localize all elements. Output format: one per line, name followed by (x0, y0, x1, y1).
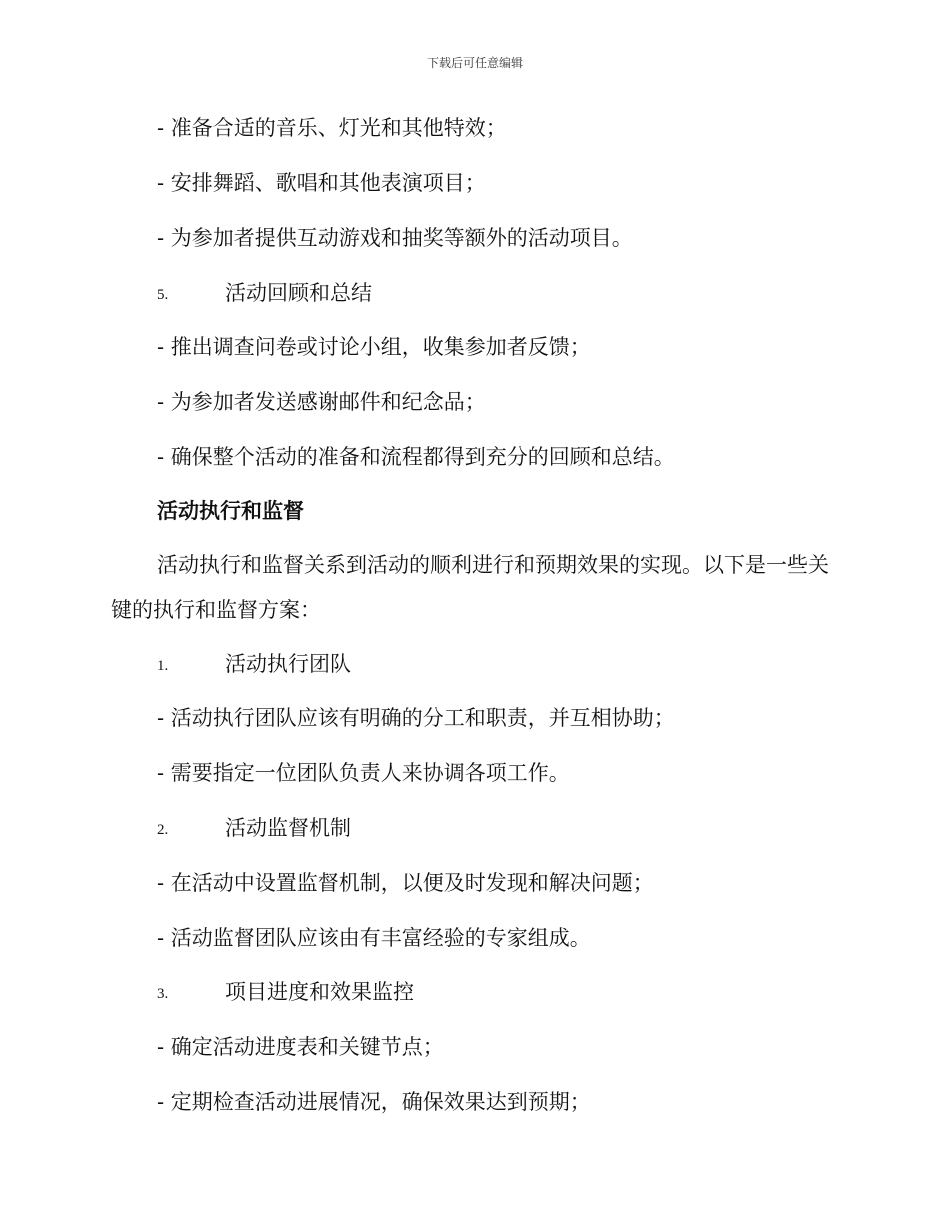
bullet-line: - 确定活动进度表和关键节点； (157, 1035, 444, 1059)
bullet-line: - 在活动中设置监督机制，以便及时发现和解决问题； (157, 871, 654, 895)
section-heading: 活动执行和监督 (157, 499, 304, 523)
item-number: 1. (157, 658, 169, 674)
bullet-line: - 确保整个活动的准备和流程都得到充分的回顾和总结。 (157, 445, 675, 469)
bullet-line: - 为参加者发送感谢邮件和纪念品； (157, 390, 486, 414)
item-title: 活动执行团队 (225, 652, 351, 676)
bullet-line: - 为参加者提供互动游戏和抽奖等额外的活动项目。 (157, 226, 633, 250)
page-header: 下载后可任意编辑 (426, 56, 523, 70)
bullet-line: - 安排舞蹈、歌唱和其他表演项目； (157, 171, 486, 195)
section-paragraph: 活动执行和监督关系到活动的顺利进行和预期效果的实现。以下是一些关键的执行和监督方案： (111, 553, 829, 622)
bullet-line: - 准备合适的音乐、灯光和其他特效； (157, 116, 507, 140)
item-number: 2. (157, 822, 169, 838)
bullet-line: - 活动执行团队应该有明确的分工和职责，并互相协助； (157, 706, 675, 730)
item-title: 项目进度和效果监控 (225, 980, 414, 1004)
bullet-line: - 定期检查活动进展情况，确保效果达到预期； (157, 1090, 591, 1114)
bullet-line: - 推出调查问卷或讨论小组，收集参加者反馈； (157, 335, 591, 359)
bullet-line: - 活动监督团队应该由有丰富经验的专家组成。 (157, 926, 591, 950)
item-title: 活动监督机制 (225, 816, 351, 840)
item-number: 5. (157, 287, 169, 303)
bullet-line: - 需要指定一位团队负责人来协调各项工作。 (157, 761, 570, 785)
item-number: 3. (157, 986, 169, 1002)
item-title: 活动回顾和总结 (225, 281, 372, 305)
